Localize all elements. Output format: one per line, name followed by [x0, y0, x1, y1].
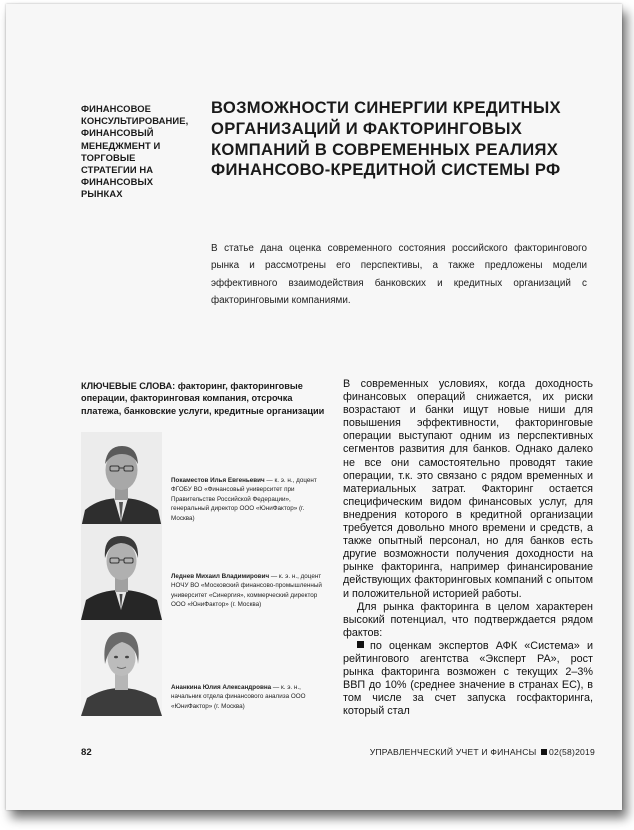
author-block [81, 432, 327, 532]
author-info [171, 683, 328, 711]
keywords: КЛЮЧЕВЫЕ СЛОВА: факторинг, факторинговые операции, факторинговая компания, отсрочка платежа, банковские услуги, кредитные организации [81, 381, 325, 416]
issue-number: 02(58)2019 [549, 747, 595, 757]
page-number: 82 [81, 747, 92, 758]
author-credentials: — к. э. н., доцент НОЧУ ВО «Московский финансово-промышленный университет «Синергия», коммерческий директор ООО «ЮниФактор» (г. Москва) [171, 573, 322, 609]
bullet-item [343, 640, 593, 719]
author-block [81, 620, 327, 720]
author-block [81, 524, 327, 624]
author-credentials: — к. э. н., доцент ФГОБУ ВО «Финансовый университет при Правительстве Российской Федерации», генеральный директор ООО «ЮниФактор» (г. Москва) [171, 477, 317, 522]
author-portrait-icon [81, 620, 162, 716]
author-name: Покаместов Илья Евгеньевич [171, 477, 265, 484]
body-paragraph: Для рынка факторинга в целом характерен высокий потенциал, что подтверждается рядом фактов: [343, 600, 593, 639]
author-portrait-icon [81, 432, 162, 528]
journal-name: УПРАВЛЕНЧЕСКИЙ УЧЕТ И ФИНАНСЫ [369, 747, 537, 757]
article-title: ВОЗМОЖНОСТИ СИНЕРГИИ КРЕДИТНЫХ ОРГАНИЗАЦИЙ И ФАКТОРИНГОВЫХ КОМПАНИЙ В СОВРЕМЕННЫХ РЕАЛИЯХ ФИНАНСОВО-КРЕДИТНОЙ СИСТЕМЫ РФ [211, 98, 561, 180]
author-credentials: — к. э. н., начальник отдела финансового анализа ООО «ЮниФактор» (г. Москва) [171, 684, 306, 710]
section-rubric: ФИНАНСОВОЕ КОНСУЛЬТИРОВАНИЕ, ФИНАНСОВЫЙ МЕНЕДЖМЕНТ И ТОРГОВЫЕ СТРАТЕГИИ НА ФИНАНСОВЫХ РЫНКАХ [81, 103, 189, 200]
author-photo [81, 620, 162, 716]
author-info [171, 476, 328, 523]
bullet-icon [357, 641, 364, 648]
author-name: Ананкина Юлия Александровна [171, 684, 272, 691]
article-body [343, 378, 593, 718]
article-abstract: В статье дана оценка современного состояния российского факторингового рынка и рассмотрены его перспективы, а также предложены модели эффективного взаимодействия банковских и кредитных организаций с факторинговыми компаниями. [211, 243, 587, 306]
running-footer [370, 747, 595, 757]
author-photo [81, 524, 162, 620]
bullet-text: по оценкам экспертов АФК «Система» и рейтингового агентства «Эксперт РА», рост рынка факторинга возможен с текущих 2–3% ВВП до 10% (среднее значение в странах ЕС), в том числе за счет запуска госфакторинга, который стал [343, 639, 593, 718]
body-paragraph: В современных условиях, когда доходность финансовых операций снижается, их риски возрастают и банки ищут новые ниши для повышения эффективности, факторинговые операции выступают одним из перспективных сегментов развития для банков. Однако далеко не все они самостоятельно проводят такие операции, т.к. это связано с рядом временных и материальных затрат. Факторинг остается специфическим видом финансовых услуг, для внедрения которого в кредитной организации требуется довольно много времени и средств, а также опытный персонал, но для банков есть другие возможности получения доходности на рынке факторинга, например финансирование действующих факторинговых компаний с опытом и положительной историей работы. [343, 378, 593, 600]
author-info [171, 572, 328, 610]
author-portrait-icon [81, 524, 162, 620]
author-name: Леднев Михаил Владимирович [171, 573, 270, 580]
author-photo [81, 432, 162, 528]
square-separator-icon [541, 749, 547, 755]
